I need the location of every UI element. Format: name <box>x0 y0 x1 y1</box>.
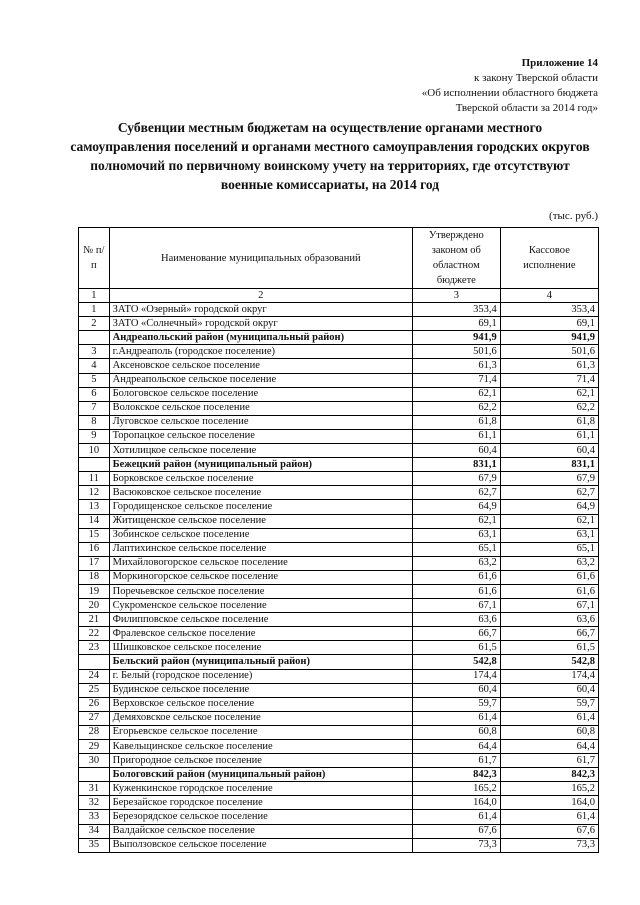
table-row <box>79 500 599 514</box>
approved-amount: 501,6 <box>412 345 500 359</box>
table-row <box>79 401 599 415</box>
header-executed: Кассовое исполнение <box>500 228 598 289</box>
approved-amount: 63,2 <box>412 556 500 570</box>
row-number: 31 <box>79 782 110 796</box>
table-row <box>79 570 599 584</box>
executed-amount: 61,6 <box>500 570 598 584</box>
row-number: 7 <box>79 401 110 415</box>
row-number: 3 <box>79 345 110 359</box>
municipality-name: Бежецкий район (муниципальный район) <box>109 458 412 472</box>
approved-amount: 62,2 <box>412 401 500 415</box>
column-index-row <box>79 289 599 303</box>
approved-amount: 67,6 <box>412 824 500 838</box>
table-row <box>79 711 599 725</box>
approved-amount: 73,3 <box>412 838 500 852</box>
executed-amount: 71,4 <box>500 373 598 387</box>
appendix-law-title-line2: Тверской области за 2014 год» <box>455 102 598 114</box>
row-number: 34 <box>79 824 110 838</box>
approved-amount: 941,9 <box>412 331 500 345</box>
executed-amount: 60,4 <box>500 444 598 458</box>
row-number: 28 <box>79 725 110 739</box>
row-number: 1 <box>79 303 110 317</box>
row-number: 33 <box>79 810 110 824</box>
row-number: 29 <box>79 740 110 754</box>
row-number: 11 <box>79 472 110 486</box>
table-row <box>79 599 599 613</box>
table-row <box>79 303 599 317</box>
document-title <box>60 118 600 194</box>
approved-amount: 164,0 <box>412 796 500 810</box>
approved-amount: 174,4 <box>412 669 500 683</box>
municipality-name: Житищенское сельское поселение <box>109 514 412 528</box>
table-header-row <box>79 228 599 289</box>
municipality-name: Луговское сельское поселение <box>109 415 412 429</box>
executed-amount: 842,3 <box>500 768 598 782</box>
table-row <box>79 542 599 556</box>
approved-amount: 62,7 <box>412 486 500 500</box>
row-number: 5 <box>79 373 110 387</box>
municipality-name: Сукроменское сельское поселение <box>109 599 412 613</box>
table-row <box>79 683 599 697</box>
table-row <box>79 838 599 852</box>
municipality-name: Фралевское сельское поселение <box>109 627 412 641</box>
executed-amount: 69,1 <box>500 317 598 331</box>
municipality-name: Борковское сельское поселение <box>109 472 412 486</box>
header-approved: Утверждено законом об областном бюджете <box>412 228 500 289</box>
table-row <box>79 796 599 810</box>
table-row <box>79 444 599 458</box>
row-number: 26 <box>79 697 110 711</box>
row-number: 27 <box>79 711 110 725</box>
municipality-name: ЗАТО «Солнечный» городской округ <box>109 317 412 331</box>
table-row <box>79 824 599 838</box>
row-number: 12 <box>79 486 110 500</box>
approved-amount: 63,1 <box>412 528 500 542</box>
executed-amount: 61,8 <box>500 415 598 429</box>
municipality-name: Михайловогорское сельское поселение <box>109 556 412 570</box>
executed-amount: 64,9 <box>500 500 598 514</box>
district-row <box>79 655 599 669</box>
row-number: 21 <box>79 613 110 627</box>
approved-amount: 542,8 <box>412 655 500 669</box>
row-number <box>79 655 110 669</box>
approved-amount: 61,6 <box>412 570 500 584</box>
approved-amount: 60,4 <box>412 683 500 697</box>
municipality-name: Шишковское сельское поселение <box>109 641 412 655</box>
executed-amount: 353,4 <box>500 303 598 317</box>
table-row <box>79 725 599 739</box>
title-line-3: полномочий по первичному воинскому учету на территориях, где отсутствуют <box>90 158 570 173</box>
executed-amount: 831,1 <box>500 458 598 472</box>
municipality-name: г. Белый (городское поселение) <box>109 669 412 683</box>
executed-amount: 61,4 <box>500 810 598 824</box>
municipality-name: Моркиногорское сельское поселение <box>109 570 412 584</box>
table-row <box>79 556 599 570</box>
executed-amount: 164,0 <box>500 796 598 810</box>
district-row <box>79 331 599 345</box>
municipality-name: Бельский район (муниципальный район) <box>109 655 412 669</box>
row-number: 32 <box>79 796 110 810</box>
approved-amount: 64,4 <box>412 740 500 754</box>
municipality-name: ЗАТО «Озерный» городской округ <box>109 303 412 317</box>
row-number: 14 <box>79 514 110 528</box>
executed-amount: 64,4 <box>500 740 598 754</box>
approved-amount: 61,6 <box>412 584 500 598</box>
row-number <box>79 331 110 345</box>
municipality-name: Торопацкое сельское поселение <box>109 429 412 443</box>
executed-amount: 174,4 <box>500 669 598 683</box>
header-municipality: Наименование муниципальных образований <box>109 228 412 289</box>
row-number: 2 <box>79 317 110 331</box>
executed-amount: 62,7 <box>500 486 598 500</box>
table-body <box>79 303 599 853</box>
appendix-number: Приложение 14 <box>521 57 598 69</box>
header-number: № п/п <box>79 228 110 289</box>
executed-amount: 66,7 <box>500 627 598 641</box>
executed-amount: 67,1 <box>500 599 598 613</box>
table-row <box>79 345 599 359</box>
approved-amount: 353,4 <box>412 303 500 317</box>
subvention-table <box>78 227 599 853</box>
row-number: 10 <box>79 444 110 458</box>
executed-amount: 62,1 <box>500 387 598 401</box>
title-line-1: Субвенции местным бюджетам на осуществление органами местного <box>117 120 543 135</box>
table-row <box>79 387 599 401</box>
executed-amount: 73,3 <box>500 838 598 852</box>
executed-amount: 60,8 <box>500 725 598 739</box>
municipality-name: Хотилицкое сельское поселение <box>109 444 412 458</box>
approved-amount: 63,6 <box>412 613 500 627</box>
column-index: 4 <box>500 289 598 303</box>
row-number: 24 <box>79 669 110 683</box>
approved-amount: 59,7 <box>412 697 500 711</box>
row-number: 16 <box>79 542 110 556</box>
municipality-name: Андреапольское сельское поселение <box>109 373 412 387</box>
row-number: 4 <box>79 359 110 373</box>
executed-amount: 61,1 <box>500 429 598 443</box>
municipality-name: Верховское сельское поселение <box>109 697 412 711</box>
executed-amount: 61,7 <box>500 754 598 768</box>
approved-amount: 71,4 <box>412 373 500 387</box>
appendix-law-title-line1: «Об исполнении областного бюджета <box>421 87 598 99</box>
row-number: 18 <box>79 570 110 584</box>
executed-amount: 542,8 <box>500 655 598 669</box>
executed-amount: 67,9 <box>500 472 598 486</box>
approved-amount: 61,7 <box>412 754 500 768</box>
executed-amount: 62,1 <box>500 514 598 528</box>
executed-amount: 59,7 <box>500 697 598 711</box>
municipality-name: Лаптихинское сельское поселение <box>109 542 412 556</box>
approved-amount: 842,3 <box>412 768 500 782</box>
municipality-name: Куженкинское городское поселение <box>109 782 412 796</box>
municipality-name: Березайское городское поселение <box>109 796 412 810</box>
row-number <box>79 768 110 782</box>
table-row <box>79 415 599 429</box>
row-number <box>79 458 110 472</box>
approved-amount: 60,4 <box>412 444 500 458</box>
table-row <box>79 584 599 598</box>
table-row <box>79 613 599 627</box>
table-row <box>79 472 599 486</box>
row-number: 15 <box>79 528 110 542</box>
row-number: 35 <box>79 838 110 852</box>
approved-amount: 64,9 <box>412 500 500 514</box>
executed-amount: 63,2 <box>500 556 598 570</box>
municipality-name: Аксеновское сельское поселение <box>109 359 412 373</box>
table-row <box>79 317 599 331</box>
column-index: 2 <box>109 289 412 303</box>
executed-amount: 61,5 <box>500 641 598 655</box>
approved-amount: 61,5 <box>412 641 500 655</box>
district-row <box>79 768 599 782</box>
row-number: 30 <box>79 754 110 768</box>
appendix-law-line: к закону Тверской области <box>473 72 598 84</box>
title-line-2: самоуправления поселений и органами местного самоуправления городских округов <box>70 139 590 154</box>
approved-amount: 61,8 <box>412 415 500 429</box>
municipality-name: Пригородное сельское поселение <box>109 754 412 768</box>
table-row <box>79 754 599 768</box>
title-line-4: военные комиссариаты, на 2014 год <box>220 177 440 192</box>
approved-amount: 831,1 <box>412 458 500 472</box>
approved-amount: 60,8 <box>412 725 500 739</box>
executed-amount: 63,6 <box>500 613 598 627</box>
approved-amount: 165,2 <box>412 782 500 796</box>
executed-amount: 61,4 <box>500 711 598 725</box>
executed-amount: 941,9 <box>500 331 598 345</box>
table-row <box>79 486 599 500</box>
district-row <box>79 458 599 472</box>
executed-amount: 60,4 <box>500 683 598 697</box>
table-row <box>79 810 599 824</box>
table-row <box>79 740 599 754</box>
row-number: 20 <box>79 599 110 613</box>
municipality-name: Андреапольский район (муниципальный район) <box>109 331 412 345</box>
municipality-name: Будинское сельское поселение <box>109 683 412 697</box>
table-row <box>79 669 599 683</box>
appendix-caption <box>422 56 598 116</box>
municipality-name: Городищенское сельское поселение <box>109 500 412 514</box>
executed-amount: 62,2 <box>500 401 598 415</box>
approved-amount: 67,1 <box>412 599 500 613</box>
table-row <box>79 429 599 443</box>
municipality-name: Кавельщинское сельское поселение <box>109 740 412 754</box>
row-number: 25 <box>79 683 110 697</box>
table-row <box>79 373 599 387</box>
table-row <box>79 514 599 528</box>
municipality-name: Филипповское сельское поселение <box>109 613 412 627</box>
row-number: 19 <box>79 584 110 598</box>
municipality-name: Егорьевское сельское поселение <box>109 725 412 739</box>
municipality-name: Демяховское сельское поселение <box>109 711 412 725</box>
table-row <box>79 528 599 542</box>
approved-amount: 67,9 <box>412 472 500 486</box>
approved-amount: 61,4 <box>412 810 500 824</box>
row-number: 6 <box>79 387 110 401</box>
approved-amount: 65,1 <box>412 542 500 556</box>
table-row <box>79 782 599 796</box>
approved-amount: 66,7 <box>412 627 500 641</box>
executed-amount: 67,6 <box>500 824 598 838</box>
row-number: 13 <box>79 500 110 514</box>
column-index: 3 <box>412 289 500 303</box>
table-row <box>79 697 599 711</box>
executed-amount: 61,3 <box>500 359 598 373</box>
municipality-name: г.Андреаполь (городское поселение) <box>109 345 412 359</box>
executed-amount: 65,1 <box>500 542 598 556</box>
municipality-name: Выползовское сельское поселение <box>109 838 412 852</box>
municipality-name: Васюковское сельское поселение <box>109 486 412 500</box>
approved-amount: 62,1 <box>412 387 500 401</box>
approved-amount: 62,1 <box>412 514 500 528</box>
approved-amount: 69,1 <box>412 317 500 331</box>
units-label: (тыс. руб.) <box>549 210 598 222</box>
table-row <box>79 359 599 373</box>
column-index: 1 <box>79 289 110 303</box>
row-number: 23 <box>79 641 110 655</box>
row-number: 17 <box>79 556 110 570</box>
approved-amount: 61,1 <box>412 429 500 443</box>
municipality-name: Волокское сельское поселение <box>109 401 412 415</box>
executed-amount: 165,2 <box>500 782 598 796</box>
executed-amount: 61,6 <box>500 584 598 598</box>
approved-amount: 61,3 <box>412 359 500 373</box>
table-row <box>79 641 599 655</box>
row-number: 22 <box>79 627 110 641</box>
executed-amount: 63,1 <box>500 528 598 542</box>
municipality-name: Валдайское сельское поселение <box>109 824 412 838</box>
row-number: 9 <box>79 429 110 443</box>
approved-amount: 61,4 <box>412 711 500 725</box>
municipality-name: Зобинское сельское поселение <box>109 528 412 542</box>
municipality-name: Бологовское сельское поселение <box>109 387 412 401</box>
municipality-name: Бологовский район (муниципальный район) <box>109 768 412 782</box>
table-row <box>79 627 599 641</box>
executed-amount: 501,6 <box>500 345 598 359</box>
row-number: 8 <box>79 415 110 429</box>
municipality-name: Березорядское сельское поселение <box>109 810 412 824</box>
municipality-name: Поречьевское сельское поселение <box>109 584 412 598</box>
